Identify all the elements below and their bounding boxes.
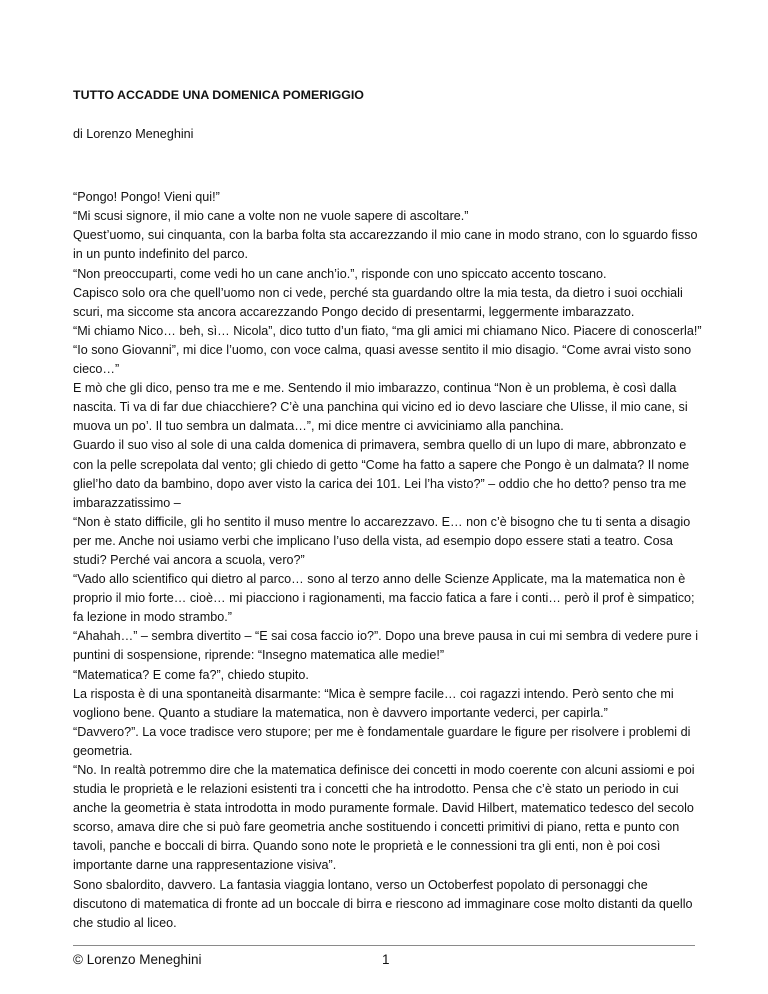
paragraph: “Non preoccuparti, come vedi ho un cane anch’io.”, risponde con uno spiccato accento toscano. [73,266,607,281]
paragraph: Guardo il suo viso al sole di una calda domenica di primavera, sembra quello di un lupo di mare, abbronzato e con la pelle screpolata dal vento; gli chiedo di getto “Come ha fatto a sapere che Pongo è un dalmata? Il nome gliel’ho dato da bambino, dopo aver visto la carica dei 101. Lei l’ha visto?” – oddio che ho detto? penso tra me imbarazzatissimo – [73,438,690,510]
page-number: 1 [382,952,390,967]
story-body [73,188,703,933]
document-content [73,86,703,933]
paragraph: Capisco solo ora che quell’uomo non ci vede, perché sta guardando oltre la mia testa, da dietro i suoi occhiali scuri, ma siccome sta ancora accarezzando Pongo decido di presentarmi, leggermente imbarazzato. [73,285,683,319]
paragraph: “Vado allo scientifico qui dietro al parco… sono al terzo anno delle Scienze Applicate, ma la matematica non è proprio il mio forte… cioè… mi piacciono i ragionamenti, ma faccio fatica a fare i conti… però il prof è simpatico; fa lezione in modo strambo.” [73,572,695,625]
paragraph: E mò che gli dico, penso tra me e me. Sentendo il mio imbarazzo, continua “Non è un problema, è così dalla nascita. Ti va di far due chiacchiere? C’è una panchina qui vicino ed io devo lasciare che Ulisse, il mio cane, si muova un po’. Il tuo sembra un dalmata…”, mi dice mentre ci avviciniamo alla panchina. [73,381,688,434]
paragraph: “Mi scusi signore, il mio cane a volte non ne vuole sapere di ascoltare.” [73,209,469,224]
footer-divider [73,945,695,946]
author-byline: di Lorenzo Meneghini [73,127,194,142]
paragraph: “Non è stato difficile, gli ho sentito il muso mentre lo accarezzavo. E… non c’è bisogno che tu ti senta a disagio per me. Anche noi usiamo verbi che implicano l’uso della vista, ad esempio dopo essere stati a teatro. Cosa studi? Perché vai ancora a scuola, vero?” [73,514,691,567]
paragraph: “Pongo! Pongo! Vieni qui!” [73,190,220,205]
paragraph: “Matematica? E come fa?”, chiedo stupito. [73,667,309,682]
paragraph: Quest’uomo, sui cinquanta, con la barba folta sta accarezzando il mio cane in modo strano, con lo sguardo fisso in un punto indefinito del parco. [73,228,698,262]
paragraph: Sono sbalordito, davvero. La fantasia viaggia lontano, verso un Octoberfest popolato di personaggi che discutono di matematica di fronte ad un boccale di birra e riescono ad immaginare cose molto distanti da quello che studio al liceo. [73,877,693,930]
footer-copyright: © Lorenzo Meneghini [73,952,202,967]
story-title: TUTTO ACCADDE UNA DOMENICA POMERIGGIO [73,88,364,102]
paragraph: La risposta è di una spontaneità disarmante: “Mica è sempre facile… coi ragazzi intendo. Però sento che mi vogliono bene. Quanto a studiare la matematica, non è davvero importante vederci, per capirla.” [73,686,674,720]
paragraph: “No. In realtà potremmo dire che la matematica definisce dei concetti in modo coerente con alcuni assiomi e poi studia le proprietà e le relazioni esistenti tra i concetti che ha introdotto. Pensa che c’è stato un periodo in cui anche la geometria è stata introdotta in modo puramente formale. David Hilbert, matematico tedesco del secolo scorso, amava dire che si può fare geometria anche sostituendo i concetti primitivi di piano, retta e punto con tavoli, panche e boccali di birra. Quando sono note le proprietà e le connessioni tra gli enti, non è poi così importante darne una rappresentazione visiva”. [73,763,695,873]
paragraph: “Davvero?”. La voce tradisce vero stupore; per me è fondamentale guardare le figure per risolvere i problemi di geometria. [73,724,691,758]
paragraph: “Io sono Giovanni”, mi dice l’uomo, con voce calma, quasi avesse sentito il mio disagio. “Come avrai visto sono cieco…” [73,342,692,377]
paragraph: “Ahahah…” – sembra divertito – “E sai cosa faccio io?”. Dopo una breve pausa in cui mi sembra di vedere pure i puntini di sospensione, riprende: “Insegno matematica alle medie!” [73,629,699,663]
paragraph: “Mi chiamo Nico… beh, sì… Nicola”, dico tutto d’un fiato, “ma gli amici mi chiamano Nico. Piacere di conoscerla!” [73,323,702,338]
